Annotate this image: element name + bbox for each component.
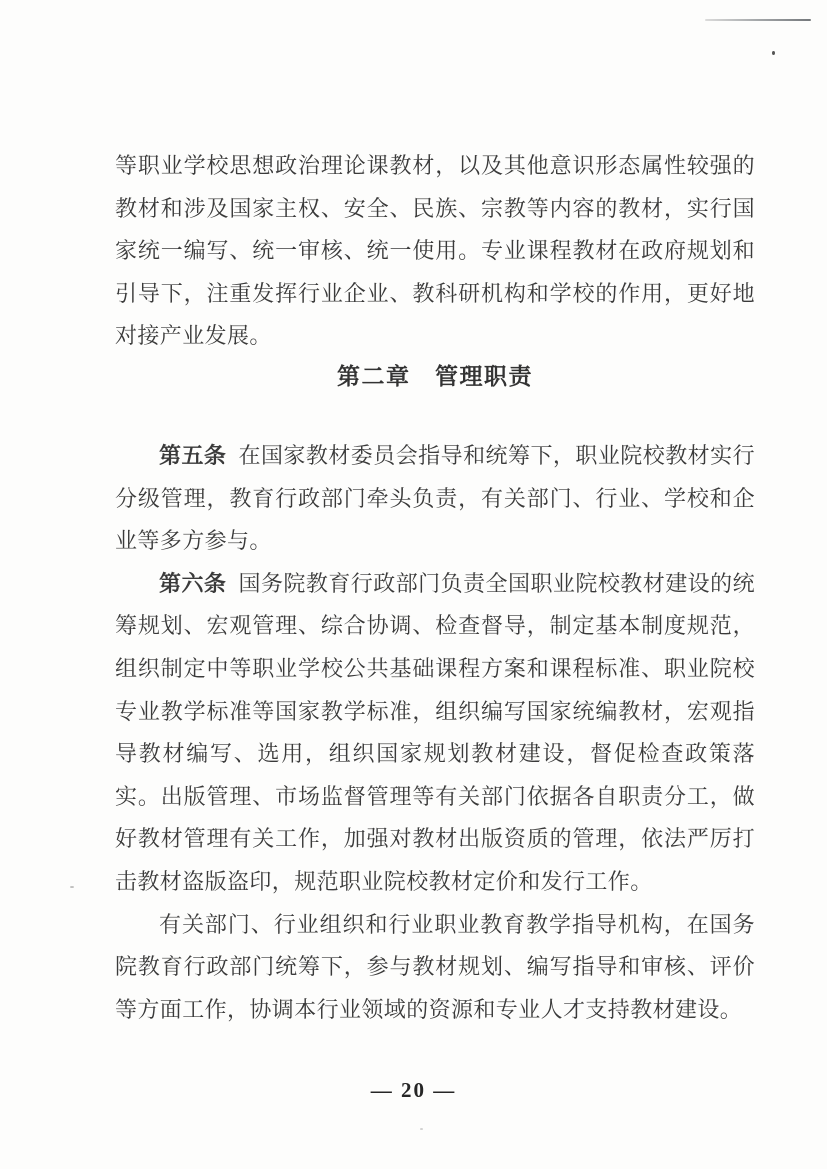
- article-6-number: 第六条: [159, 570, 227, 596]
- paragraph-article-6: [115, 563, 755, 904]
- paragraph-article-5: [115, 435, 755, 563]
- ink-dot-artifact: [772, 51, 775, 55]
- scan-speck-bottom: [420, 1128, 423, 1130]
- page-body: [115, 145, 755, 1031]
- paragraph-continuation: 等职业学校思想政治理论课教材，以及其他意识形态属性较强的教材和涉及国家主权、安全、民族、宗教等内容的教材，实行国家统一编写、统一审核、统一使用。专业课程教材在政府规划和引导下，注重发挥行业企业、教科研机构和学校的作用，更好地对接产业发展。: [115, 153, 755, 349]
- page-number: — 20 —: [370, 1078, 457, 1102]
- article-6-text: 国务院教育行政部门负责全国职业院校教材建设的统筹规划、宏观管理、综合协调、检查督导，制定基本制度规范，组织制定中等职业学校公共基础课程方案和课程标准、职业院校专业教学标准等国家教学标准，组织编写国家统编教材，宏观指导教材编写、选用，组织国家规划教材建设，督促检查政策落实。出版管理、市场监督管理等有关部门依据各自职责分工，做好教材管理有关工作，加强对教材出版资质的管理，依法严厉打击教材盗版盗印，规范职业院校教材定价和发行工作。: [115, 570, 756, 894]
- scan-line-artifact: [705, 19, 811, 21]
- article-5-number: 第五条: [159, 442, 227, 468]
- scan-speck-left: [70, 886, 74, 888]
- paragraph-closing: 有关部门、行业组织和行业职业教育教学指导机构，在国务院教育行政部门统筹下，参与教材规划、编写指导和审核、评价等方面工作，协调本行业领域的资源和专业人才支持教材建设。: [115, 911, 755, 1022]
- article-5-text: 在国家教材委员会指导和统筹下，职业院校教材实行分级管理，教育行政部门牵头负责，有关部门、行业、学校和企业等多方参与。: [115, 442, 756, 554]
- chapter-heading: 第二章 管理职责: [337, 362, 533, 389]
